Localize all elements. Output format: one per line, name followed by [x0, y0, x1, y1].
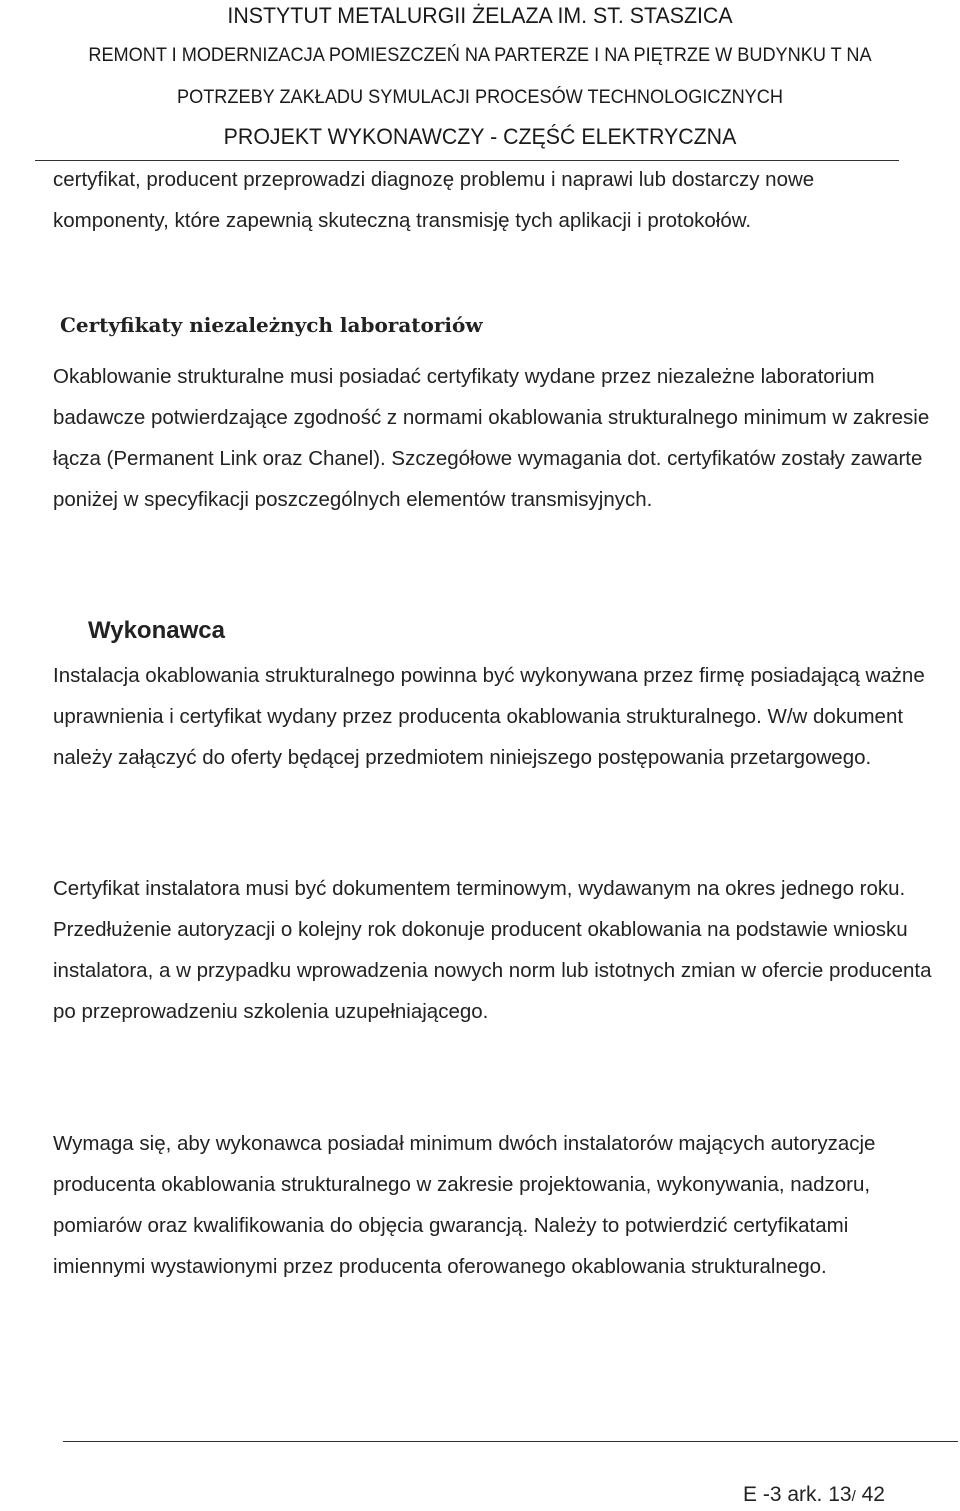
footer-divider	[63, 1441, 958, 1442]
contractor-paragraph-3: Wymaga się, aby wykonawca posiadał minimum dwóch instalatorów mających autoryzacje producenta okablowania strukturalnego w zakresie projektowania, wykonywania, nadzoru, pomiarów oraz kwalifikowania do objęcia gwarancją. Należy to potwierdzić certyfikatami imiennymi wystawionymi przez producenta oferowanego okablowania strukturalnego.	[53, 1132, 876, 1278]
header-institute: INSTYTUT METALURGII ŻELAZA IM. ST. STASZICA	[227, 3, 733, 28]
certificates-paragraph: Okablowanie strukturalne musi posiadać certyfikaty wydane przez niezależne laboratorium badawcze potwierdzające zgodność z normami okablowania strukturalnego minimum w zakresie łącza (Permanent Link oraz Chanel). Szczegółowe wymagania dot. certyfikatów zostały zawarte poniżej w specyfikacji poszczególnych elementów transmisyjnych.	[53, 365, 930, 511]
page-number	[743, 1481, 885, 1511]
header-project-line2: POTRZEBY ZAKŁADU SYMULACJI PROCESÓW TECHNOLOGICZNYCH	[177, 86, 783, 108]
header-document-type: PROJEKT WYKONAWCZY - CZĘŚĆ ELEKTRYCZNA	[223, 124, 737, 149]
intro-paragraph: certyfikat, producent przeprowadzi diagnozę problemu i naprawi lub dostarczy nowe komponenty, które zapewnią skuteczną transmisję tych aplikacji i protokołów.	[53, 168, 815, 232]
contractor-paragraph-1: Instalacja okablowania strukturalnego powinna być wykonywana przez firmę posiadającą ważne uprawnienia i certyfikat wydany przez producenta okablowania strukturalnego. W/w dokument należy załączyć do oferty będącej przedmiotem niniejszego postępowania przetargowego.	[53, 664, 925, 769]
total-pages: 42	[855, 1483, 885, 1506]
header-project-line1: REMONT I MODERNIZACJA POMIESZCZEŃ NA PARTERZE I NA PIĘTRZE W BUDYNKU T NA	[88, 44, 872, 66]
section-heading-contractor: Wykonawca	[88, 617, 225, 644]
section-heading-certificates: Certyfikaty niezależnych laboratoriów	[60, 313, 483, 337]
page-separator: /	[851, 1488, 856, 1505]
sheet-label: E -3 ark. 13	[743, 1483, 852, 1506]
contractor-paragraph-2: Certyfikat instalatora musi być dokumentem terminowym, wydawanym na okres jednego roku. Przedłużenie autoryzacji o kolejny rok dokonuje producent okablowania na podstawie wniosku instalatora, a w przypadku wprowadzenia nowych norm lub istotnych zmian w ofercie producenta po przeprowadzeniu szkolenia uzupełniającego.	[53, 877, 932, 1023]
